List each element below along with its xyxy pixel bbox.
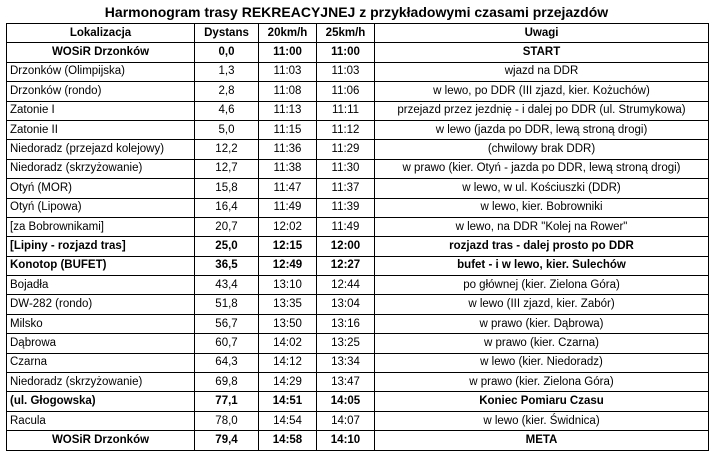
cell-time-25: 11:30: [317, 159, 375, 178]
table-row: [7, 101, 709, 120]
cell-time-25: 13:16: [317, 314, 375, 333]
table-row: [7, 140, 709, 159]
cell-notes: w lewo (III zjazd, kier. Zabór): [375, 295, 709, 314]
cell-distance: 2,8: [195, 82, 259, 101]
cell-notes: w prawo (kier. Zielona Góra): [375, 373, 709, 392]
cell-time-25: 11:29: [317, 140, 375, 159]
cell-notes: START: [375, 43, 709, 62]
cell-notes: w lewo (kier. Świdnica): [375, 411, 709, 430]
cell-location: Niedoradz (skrzyżowanie): [7, 373, 195, 392]
cell-notes: rozjazd tras - dalej prosto po DDR: [375, 237, 709, 256]
cell-time-20: 11:47: [259, 179, 317, 198]
table-row: [7, 198, 709, 217]
cell-distance: 79,4: [195, 431, 259, 450]
cell-time-20: 11:15: [259, 120, 317, 139]
cell-time-20: 11:36: [259, 140, 317, 159]
table-row: [7, 120, 709, 139]
cell-time-25: 11:00: [317, 43, 375, 62]
cell-notes: w lewo, kier. Bobrowniki: [375, 198, 709, 217]
cell-distance: 0,0: [195, 43, 259, 62]
cell-location: WOSiR Drzonków: [7, 431, 195, 450]
cell-distance: 60,7: [195, 334, 259, 353]
cell-notes: po głównej (kier. Zielona Góra): [375, 276, 709, 295]
table-row: [7, 237, 709, 256]
cell-notes: w lewo (jazda po DDR, lewą stroną drogi): [375, 120, 709, 139]
cell-time-20: 11:13: [259, 101, 317, 120]
table-row: [7, 353, 709, 372]
cell-location: Racula: [7, 411, 195, 430]
cell-time-20: 11:03: [259, 62, 317, 81]
cell-location: DW-282 (rondo): [7, 295, 195, 314]
cell-time-25: 14:10: [317, 431, 375, 450]
table-row: [7, 217, 709, 236]
cell-time-20: 13:50: [259, 314, 317, 333]
cell-location: WOSiR Drzonków: [7, 43, 195, 62]
cell-time-20: 14:12: [259, 353, 317, 372]
cell-location: Drzonków (Olimpijska): [7, 62, 195, 81]
cell-location: Drzonków (rondo): [7, 82, 195, 101]
cell-location: Otyń (Lipowa): [7, 198, 195, 217]
cell-time-25: 14:05: [317, 392, 375, 411]
cell-notes: META: [375, 431, 709, 450]
cell-time-20: 11:49: [259, 198, 317, 217]
cell-time-25: 12:44: [317, 276, 375, 295]
table-row: [7, 392, 709, 411]
cell-time-25: 11:06: [317, 82, 375, 101]
table-header-row: [7, 24, 709, 43]
cell-notes: w lewo, po DDR (III zjazd, kier. Kożuchów): [375, 82, 709, 101]
cell-distance: 51,8: [195, 295, 259, 314]
cell-time-25: 11:03: [317, 62, 375, 81]
schedule-table: [6, 23, 709, 451]
header-time-25: 25km/h: [317, 24, 375, 43]
cell-time-25: 11:49: [317, 217, 375, 236]
cell-distance: 12,7: [195, 159, 259, 178]
cell-location: [Lipiny - rozjazd tras]: [7, 237, 195, 256]
header-distance: Dystans: [195, 24, 259, 43]
cell-notes: Koniec Pomiaru Czasu: [375, 392, 709, 411]
cell-distance: 5,0: [195, 120, 259, 139]
cell-distance: 15,8: [195, 179, 259, 198]
cell-time-20: 11:08: [259, 82, 317, 101]
cell-time-20: 13:35: [259, 295, 317, 314]
cell-notes: w lewo, w ul. Kościuszki (DDR): [375, 179, 709, 198]
cell-notes: (chwilowy brak DDR): [375, 140, 709, 159]
table-row: [7, 43, 709, 62]
cell-time-25: 12:00: [317, 237, 375, 256]
cell-location: Dąbrowa: [7, 334, 195, 353]
cell-time-25: 14:07: [317, 411, 375, 430]
table-row: [7, 276, 709, 295]
table-row: [7, 431, 709, 450]
cell-time-20: 12:02: [259, 217, 317, 236]
cell-time-20: 13:10: [259, 276, 317, 295]
cell-distance: 12,2: [195, 140, 259, 159]
cell-location: Zatonie II: [7, 120, 195, 139]
cell-time-25: 13:34: [317, 353, 375, 372]
cell-time-20: 14:29: [259, 373, 317, 392]
cell-distance: 77,1: [195, 392, 259, 411]
cell-distance: 25,0: [195, 237, 259, 256]
cell-location: [za Bobrownikami]: [7, 217, 195, 236]
table-row: [7, 179, 709, 198]
cell-location: Zatonie I: [7, 101, 195, 120]
cell-time-20: 14:02: [259, 334, 317, 353]
table-row: [7, 256, 709, 275]
table-row: [7, 62, 709, 81]
cell-location: Czarna: [7, 353, 195, 372]
cell-distance: 78,0: [195, 411, 259, 430]
cell-notes: w lewo (kier. Niedoradz): [375, 353, 709, 372]
cell-distance: 16,4: [195, 198, 259, 217]
cell-time-20: 14:54: [259, 411, 317, 430]
cell-distance: 43,4: [195, 276, 259, 295]
cell-distance: 1,3: [195, 62, 259, 81]
cell-location: Niedoradz (przejazd kolejowy): [7, 140, 195, 159]
cell-location: Niedoradz (skrzyżowanie): [7, 159, 195, 178]
cell-notes: w prawo (kier. Otyń - jazda po DDR, lewą stroną drogi): [375, 159, 709, 178]
cell-time-20: 14:58: [259, 431, 317, 450]
header-location: Lokalizacja: [7, 24, 195, 43]
cell-time-25: 13:47: [317, 373, 375, 392]
cell-time-25: 11:37: [317, 179, 375, 198]
cell-time-25: 13:04: [317, 295, 375, 314]
cell-notes: w prawo (kier. Dąbrowa): [375, 314, 709, 333]
cell-time-25: 13:25: [317, 334, 375, 353]
cell-location: (ul. Głogowska): [7, 392, 195, 411]
cell-notes: w lewo, na DDR "Kolej na Rower": [375, 217, 709, 236]
table-row: [7, 159, 709, 178]
cell-location: Bojadła: [7, 276, 195, 295]
cell-time-25: 11:39: [317, 198, 375, 217]
table-row: [7, 334, 709, 353]
header-notes: Uwagi: [375, 24, 709, 43]
cell-time-20: 12:49: [259, 256, 317, 275]
cell-time-25: 11:11: [317, 101, 375, 120]
cell-time-20: 12:15: [259, 237, 317, 256]
header-time-20: 20km/h: [259, 24, 317, 43]
table-row: [7, 82, 709, 101]
cell-distance: 64,3: [195, 353, 259, 372]
cell-distance: 4,6: [195, 101, 259, 120]
cell-distance: 56,7: [195, 314, 259, 333]
cell-location: Milsko: [7, 314, 195, 333]
cell-notes: w prawo (kier. Czarna): [375, 334, 709, 353]
cell-time-25: 12:27: [317, 256, 375, 275]
cell-time-20: 11:38: [259, 159, 317, 178]
table-row: [7, 373, 709, 392]
cell-notes: bufet - i w lewo, kier. Sulechów: [375, 256, 709, 275]
table-row: [7, 411, 709, 430]
cell-time-20: 11:00: [259, 43, 317, 62]
cell-distance: 20,7: [195, 217, 259, 236]
cell-time-25: 11:12: [317, 120, 375, 139]
cell-location: Otyń (MOR): [7, 179, 195, 198]
cell-time-20: 14:51: [259, 392, 317, 411]
cell-distance: 36,5: [195, 256, 259, 275]
cell-notes: wjazd na DDR: [375, 62, 709, 81]
table-row: [7, 314, 709, 333]
cell-distance: 69,8: [195, 373, 259, 392]
page-title: Harmonogram trasy REKREACYJNEJ z przykładowymi czasami przejazdów: [104, 4, 609, 20]
cell-notes: przejazd przez jezdnię - i dalej po DDR (ul. Strumykowa): [375, 101, 709, 120]
table-row: [7, 295, 709, 314]
cell-location: Konotop (BUFET): [7, 256, 195, 275]
